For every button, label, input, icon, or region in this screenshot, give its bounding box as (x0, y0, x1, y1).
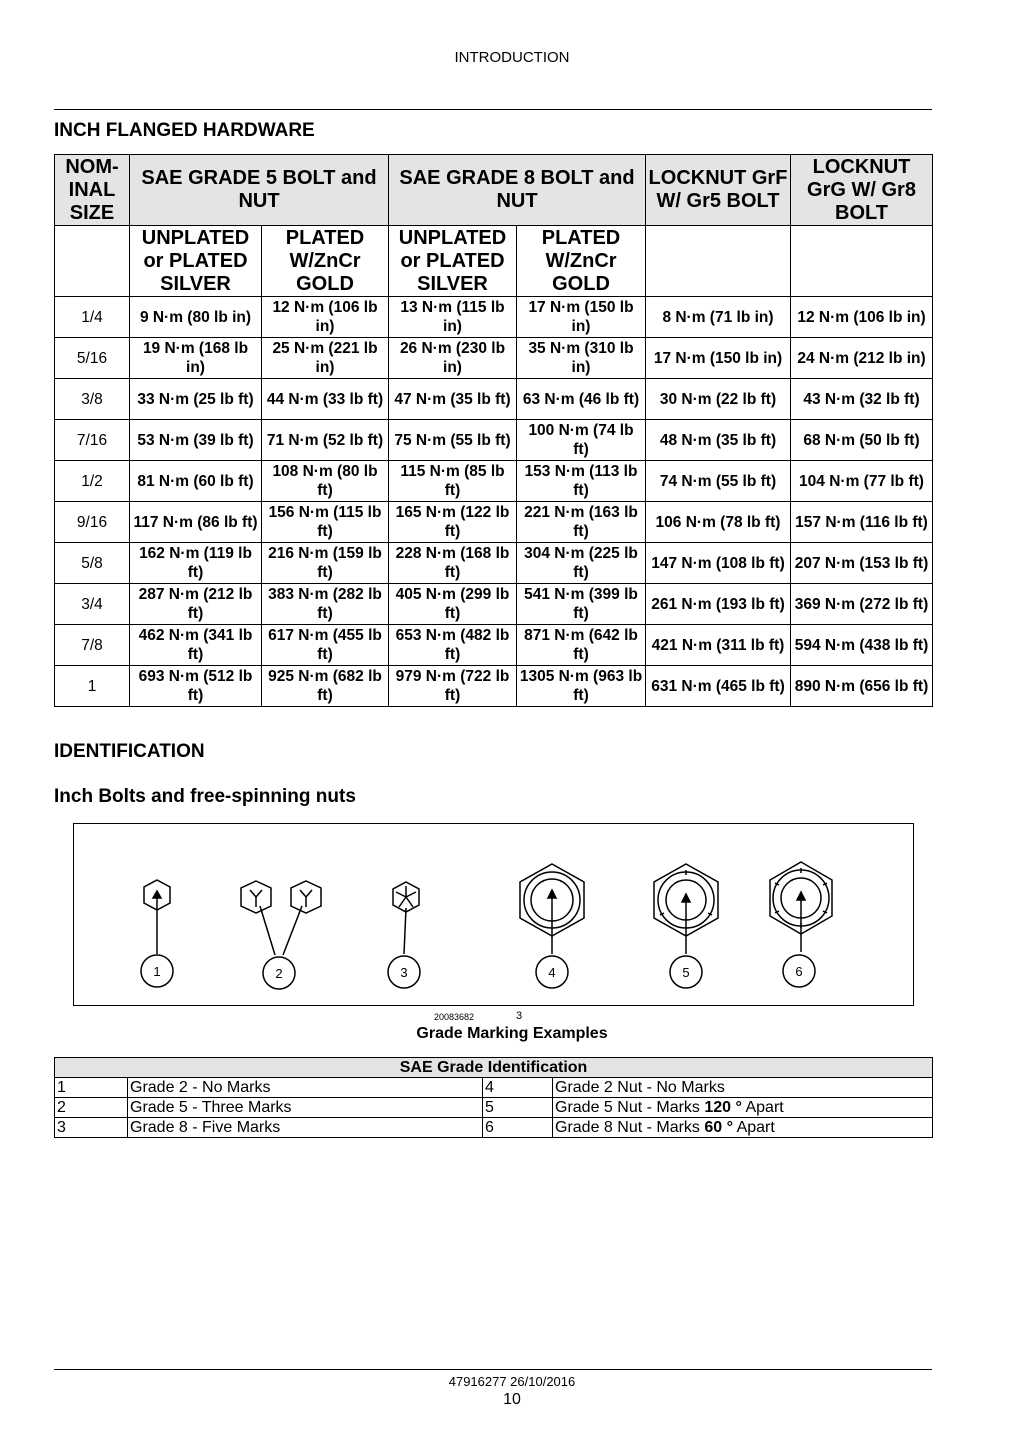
torque-cell: 369 N·m (272 lb ft) (791, 584, 933, 625)
sae-grade-table-title: SAE Grade Identification (55, 1058, 933, 1078)
torque-cell: 653 N·m (482 lb ft) (389, 625, 517, 666)
torque-cell: 19 N·m (168 lb in) (130, 338, 262, 379)
torque-cell: 47 N·m (35 lb ft) (389, 379, 517, 420)
subheader-plated8: PLATED W/ZnCr GOLD (517, 226, 646, 297)
torque-cell: 43 N·m (32 lb ft) (791, 379, 933, 420)
torque-cell: 74 N·m (55 lb ft) (646, 461, 791, 502)
identification-title: IDENTIFICATION (54, 741, 205, 762)
ident-desc: Grade 8 - Five Marks (128, 1118, 483, 1138)
torque-cell: 228 N·m (168 lb ft) (389, 543, 517, 584)
ident-num: 4 (483, 1078, 553, 1098)
footer-rule (54, 1369, 932, 1370)
page-number: 10 (503, 1391, 521, 1408)
subheader-blank (646, 226, 791, 297)
callout-6: 6 (795, 964, 803, 979)
torque-cell: 26 N·m (230 lb in) (389, 338, 517, 379)
footer-doc-info: 47916277 26/10/2016 (448, 1374, 576, 1389)
nominal-size-cell: 5/16 (55, 338, 130, 379)
nominal-size-cell: 7/16 (55, 420, 130, 461)
grade-marking-figure (73, 823, 914, 1006)
table-row (55, 625, 933, 666)
callout-5: 5 (682, 965, 690, 980)
ident-desc: Grade 8 Nut - Marks 60 ° Apart (553, 1118, 933, 1138)
nominal-size-cell: 1/4 (55, 297, 130, 338)
subheader-blank (55, 226, 130, 297)
table-row (55, 666, 933, 707)
ident-num: 1 (55, 1078, 128, 1098)
ident-desc: Grade 2 Nut - No Marks (553, 1078, 933, 1098)
table-row (55, 1098, 933, 1118)
torque-cell: 33 N·m (25 lb ft) (130, 379, 262, 420)
table-row (55, 1118, 933, 1138)
figure-id: 20083682 (434, 1012, 475, 1022)
table-row (55, 584, 933, 625)
nominal-size-cell: 3/8 (55, 379, 130, 420)
header-nominal: NOM-INAL SIZE (55, 155, 130, 226)
torque-cell: 106 N·m (78 lb ft) (646, 502, 791, 543)
table-row (55, 297, 933, 338)
torque-cell: 261 N·m (193 lb ft) (646, 584, 791, 625)
torque-cell: 421 N·m (311 lb ft) (646, 625, 791, 666)
header-sae8: SAE GRADE 8 BOLT and NUT (389, 155, 646, 226)
torque-cell: 48 N·m (35 lb ft) (646, 420, 791, 461)
torque-cell: 979 N·m (722 lb ft) (389, 666, 517, 707)
torque-cell: 44 N·m (33 lb ft) (262, 379, 389, 420)
torque-cell: 462 N·m (341 lb ft) (130, 625, 262, 666)
ident-desc: Grade 5 Nut - Marks 120 ° Apart (553, 1098, 933, 1118)
ident-num: 2 (55, 1098, 128, 1118)
torque-cell: 104 N·m (77 lb ft) (791, 461, 933, 502)
torque-cell: 108 N·m (80 lb ft) (262, 461, 389, 502)
nominal-size-cell: 1/2 (55, 461, 130, 502)
nominal-size-cell: 7/8 (55, 625, 130, 666)
table-header-row (55, 155, 933, 226)
table-row (55, 502, 933, 543)
torque-cell: 30 N·m (22 lb ft) (646, 379, 791, 420)
torque-table (54, 154, 933, 707)
ident-num: 6 (483, 1118, 553, 1138)
torque-cell: 162 N·m (119 lb ft) (130, 543, 262, 584)
header-locknut-f: LOCKNUT GrF W/ Gr5 BOLT (646, 155, 791, 226)
nominal-size-cell: 1 (55, 666, 130, 707)
torque-cell: 631 N·m (465 lb ft) (646, 666, 791, 707)
ident-desc: Grade 2 - No Marks (128, 1078, 483, 1098)
torque-cell: 304 N·m (225 lb ft) (517, 543, 646, 584)
table-row (55, 543, 933, 584)
torque-cell: 594 N·m (438 lb ft) (791, 625, 933, 666)
subheader-unplated5: UNPLATED or PLATED SILVER (130, 226, 262, 297)
figure-caption: Grade Marking Examples (416, 1025, 608, 1042)
torque-cell: 541 N·m (399 lb ft) (517, 584, 646, 625)
nominal-size-cell: 9/16 (55, 502, 130, 543)
table-row (55, 420, 933, 461)
torque-cell: 35 N·m (310 lb in) (517, 338, 646, 379)
torque-cell: 75 N·m (55 lb ft) (389, 420, 517, 461)
torque-cell: 12 N·m (106 lb in) (791, 297, 933, 338)
torque-cell: 216 N·m (159 lb ft) (262, 543, 389, 584)
torque-cell: 17 N·m (150 lb in) (517, 297, 646, 338)
table-row (55, 338, 933, 379)
torque-cell: 165 N·m (122 lb ft) (389, 502, 517, 543)
running-header: INTRODUCTION (454, 49, 570, 66)
torque-cell: 100 N·m (74 lb ft) (517, 420, 646, 461)
ident-desc: Grade 5 - Three Marks (128, 1098, 483, 1118)
torque-cell: 617 N·m (455 lb ft) (262, 625, 389, 666)
torque-cell: 890 N·m (656 lb ft) (791, 666, 933, 707)
torque-cell: 63 N·m (46 lb ft) (517, 379, 646, 420)
torque-cell: 157 N·m (116 lb ft) (791, 502, 933, 543)
torque-cell: 24 N·m (212 lb in) (791, 338, 933, 379)
torque-cell: 117 N·m (86 lb ft) (130, 502, 262, 543)
torque-cell: 405 N·m (299 lb ft) (389, 584, 517, 625)
torque-cell: 17 N·m (150 lb in) (646, 338, 791, 379)
torque-cell: 68 N·m (50 lb ft) (791, 420, 933, 461)
torque-cell: 221 N·m (163 lb ft) (517, 502, 646, 543)
torque-cell: 25 N·m (221 lb in) (262, 338, 389, 379)
torque-cell: 9 N·m (80 lb in) (130, 297, 262, 338)
torque-cell: 13 N·m (115 lb in) (389, 297, 517, 338)
torque-cell: 287 N·m (212 lb ft) (130, 584, 262, 625)
torque-cell: 53 N·m (39 lb ft) (130, 420, 262, 461)
sae-grade-table (54, 1057, 933, 1138)
callout-1: 1 (153, 964, 161, 979)
torque-cell: 81 N·m (60 lb ft) (130, 461, 262, 502)
torque-cell: 207 N·m (153 lb ft) (791, 543, 933, 584)
torque-cell: 153 N·m (113 lb ft) (517, 461, 646, 502)
torque-cell: 871 N·m (642 lb ft) (517, 625, 646, 666)
callout-2: 2 (275, 966, 283, 981)
header-sae5: SAE GRADE 5 BOLT and NUT (130, 155, 389, 226)
nominal-size-cell: 3/4 (55, 584, 130, 625)
nominal-size-cell: 5/8 (55, 543, 130, 584)
torque-cell: 693 N·m (512 lb ft) (130, 666, 262, 707)
identification-subtitle: Inch Bolts and free-spinning nuts (54, 786, 356, 807)
grade-marking-illustration (74, 824, 913, 1005)
table-row (55, 1078, 933, 1098)
torque-cell: 147 N·m (108 lb ft) (646, 543, 791, 584)
section-title: INCH FLANGED HARDWARE (54, 120, 315, 141)
torque-cell: 8 N·m (71 lb in) (646, 297, 791, 338)
torque-cell: 71 N·m (52 lb ft) (262, 420, 389, 461)
torque-cell: 383 N·m (282 lb ft) (262, 584, 389, 625)
ident-num: 5 (483, 1098, 553, 1118)
torque-cell: 115 N·m (85 lb ft) (389, 461, 517, 502)
ident-num: 3 (55, 1118, 128, 1138)
torque-cell: 156 N·m (115 lb ft) (262, 502, 389, 543)
header-locknut-g: LOCKNUT GrG W/ Gr8 BOLT (791, 155, 933, 226)
callout-4: 4 (548, 965, 556, 980)
header-rule (54, 109, 932, 110)
subheader-unplated8: UNPLATED or PLATED SILVER (389, 226, 517, 297)
torque-cell: 925 N·m (682 lb ft) (262, 666, 389, 707)
figure-number: 3 (516, 1010, 523, 1022)
table-row (55, 379, 933, 420)
subheader-blank (791, 226, 933, 297)
subheader-plated5: PLATED W/ZnCr GOLD (262, 226, 389, 297)
table-subheader-row (55, 226, 933, 297)
torque-cell: 12 N·m (106 lb in) (262, 297, 389, 338)
table-row (55, 461, 933, 502)
callout-3: 3 (400, 965, 408, 980)
torque-cell: 1305 N·m (963 lb ft) (517, 666, 646, 707)
